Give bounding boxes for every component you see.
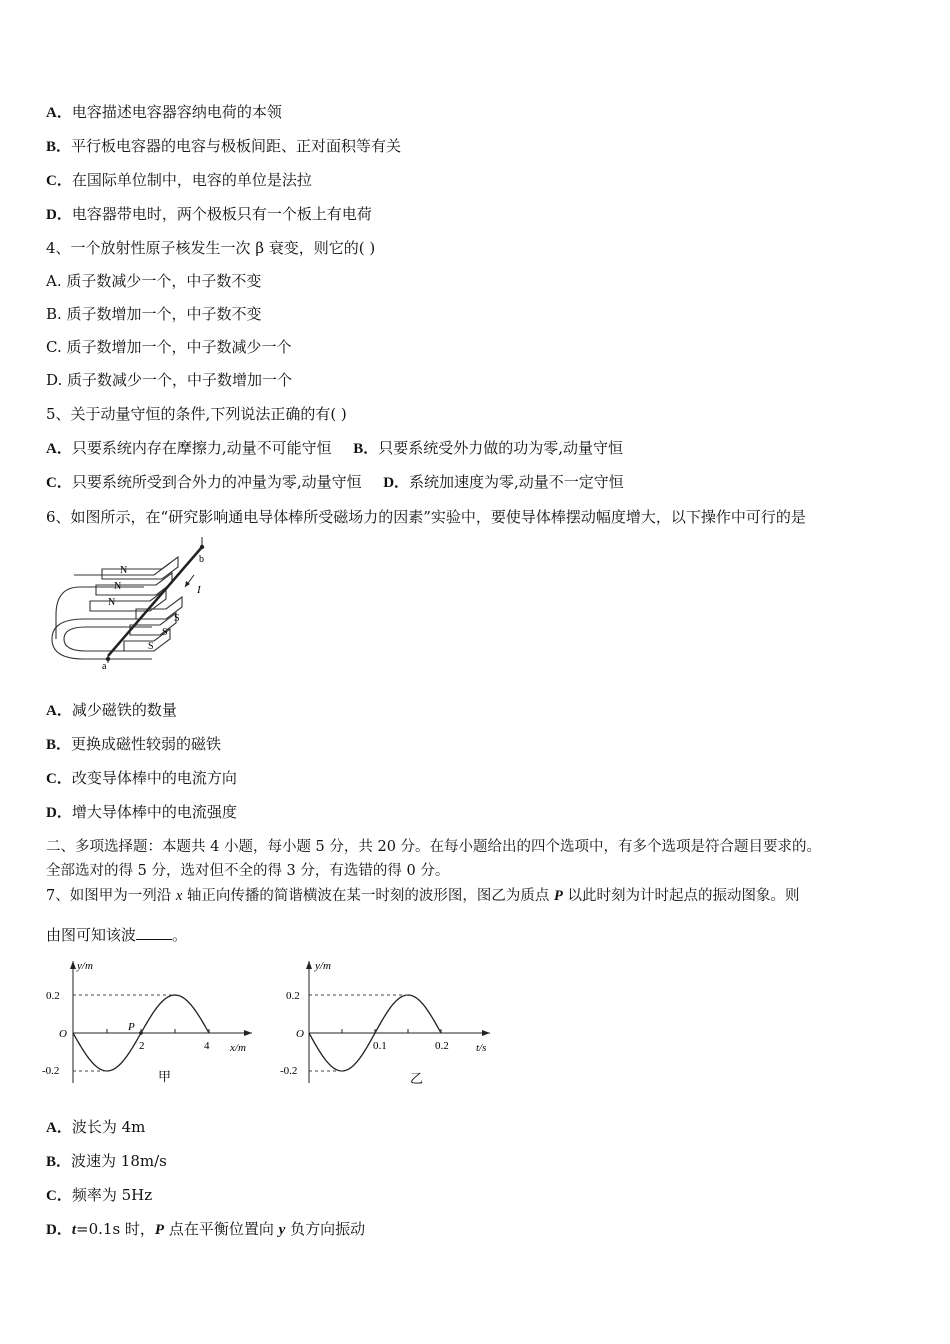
- q3-option-b: B．平行板电容器的电容与极板间距、正对面积等有关: [46, 137, 402, 155]
- q6-option-c: C．改变导体棒中的电流方向: [46, 769, 237, 787]
- q3-option-c: C．在国际单位制中，电容的单位是法拉: [46, 171, 312, 189]
- n-label-2: N: [114, 581, 122, 592]
- q3-option-d: D．电容器带电时，两个极板只有一个板上有电荷: [46, 205, 372, 223]
- t-tick-02: 0.2: [435, 1040, 449, 1052]
- s-label-3: S: [148, 641, 154, 652]
- y-tick-bottom: -0.2: [280, 1065, 298, 1077]
- y-tick-top: 0.2: [286, 990, 300, 1002]
- s-label-2: S: [162, 627, 168, 638]
- b-label: b: [199, 554, 204, 565]
- t-axis-label: t/s: [476, 1042, 487, 1054]
- y-axis-label: y/m: [315, 960, 331, 972]
- q7-option-b: B．波速为 18m/s: [46, 1152, 167, 1170]
- q4-stem: 4、一个放射性原子核发生一次 β 衰变，则它的( ): [46, 239, 376, 257]
- chart-title: 乙: [410, 1071, 424, 1086]
- y-tick-bottom: -0.2: [42, 1065, 60, 1077]
- q7-option-d: D．t=0.1s 时，P 点在平衡位置向 y 负方向振动: [46, 1220, 366, 1238]
- vibration-chart-yi: [280, 955, 505, 1090]
- x-tick-2: 2: [139, 1040, 145, 1052]
- q6-option-a: A．减少磁铁的数量: [46, 701, 177, 719]
- q7-stem: 7、如图甲为一列沿 x 轴正向传播的简谐横波在某一时刻的波形图，图乙为质点 P 以此时刻为计时起点的振动图象。则: [46, 888, 800, 904]
- current-label: I: [197, 584, 201, 596]
- q4-option-c: C. 质子数增加一个，中子数减少一个: [46, 338, 292, 356]
- q5-options-row1: A．只要系统内存在摩擦力,动量不可能守恒 B．只要系统受外力做的功为零,动量守恒: [46, 439, 623, 457]
- chart-title: 甲: [158, 1069, 172, 1084]
- point-p: [139, 1031, 143, 1035]
- section2-line1: 二、多项选择题：本题共 4 小题，每小题 5 分，共 20 分。在每小题给出的四个选项中，有多个选项是符合题目要求的。: [46, 839, 822, 855]
- section2-line2: 全部选对的得 5 分，选对但不全的得 3 分，有选错的得 0 分。: [46, 863, 450, 879]
- q5-stem: 5、关于动量守恒的条件,下列说法正确的有( ): [46, 405, 347, 423]
- answer-blank: [136, 925, 172, 940]
- s-label-1: S: [174, 613, 180, 624]
- q7-option-c: C．频率为 5Hz: [46, 1186, 153, 1204]
- q3-option-a: A．电容描述电容器容纳电荷的本领: [46, 103, 282, 121]
- wave-chart-jia: [40, 955, 265, 1090]
- y-axis-label: y/m: [77, 960, 93, 972]
- q4-option-b: B. 质子数增加一个，中子数不变: [46, 305, 262, 323]
- q7-stem-line2: 由图可知该波 。: [46, 926, 188, 944]
- point-p-label: P: [128, 1021, 135, 1033]
- q6-stem: 6、如图所示，在“研究影响通电导体棒所受磁场力的因素”实验中，要使导体棒摆动幅度增大，以下操作中可行的是: [46, 508, 806, 526]
- q6-magnet-figure: [44, 535, 216, 670]
- y-tick-top: 0.2: [46, 990, 60, 1002]
- q5-options-row2: C．只要系统所受到合外力的冲量为零,动量守恒 D．系统加速度为零,动量不一定守恒: [46, 473, 624, 491]
- x-tick-4: 4: [204, 1040, 210, 1052]
- n-label-3: N: [108, 597, 116, 608]
- q6-option-b: B．更换成磁性较弱的磁铁: [46, 735, 222, 753]
- origin-label: O: [59, 1028, 67, 1040]
- n-label-1: N: [120, 565, 128, 576]
- q4-option-a: A. 质子数减少一个，中子数不变: [46, 272, 262, 290]
- q6-option-d: D．增大导体棒中的电流强度: [46, 803, 237, 821]
- q7-option-a: A．波长为 4m: [46, 1118, 146, 1136]
- x-axis-label: x/m: [230, 1042, 246, 1054]
- q4-option-d: D. 质子数减少一个，中子数增加一个: [46, 371, 293, 389]
- origin-label: O: [296, 1028, 304, 1040]
- a-label: a: [102, 661, 107, 670]
- t-tick-01: 0.1: [373, 1040, 387, 1052]
